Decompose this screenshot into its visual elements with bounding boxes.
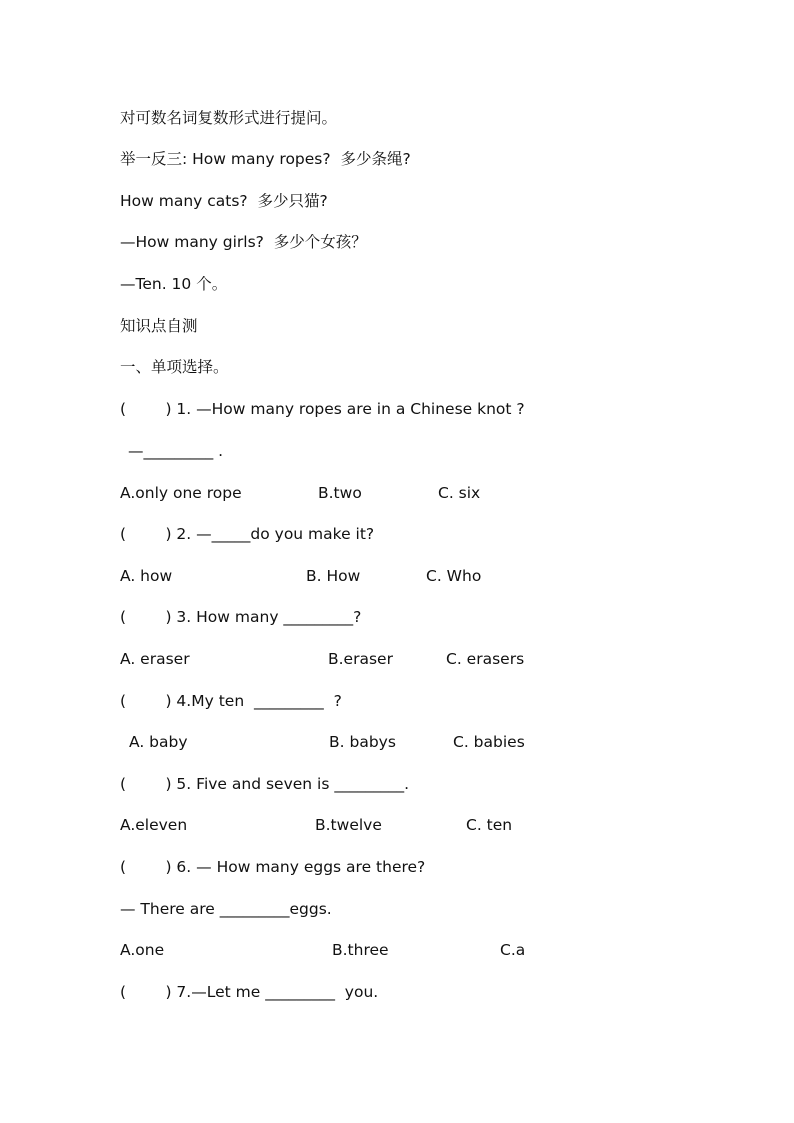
question-3-option-c: C. erasers [446,650,525,668]
question-6-option-c: C.a [500,941,526,959]
question-6-stem: ( ) 6. — How many eggs are there? [120,858,426,876]
question-1-option-c: C. six [438,484,481,502]
question-4-option-b: B. babys [329,733,396,751]
question-1-stem: ( ) 1. —How many ropes are in a Chinese knot ? [120,400,525,418]
question-5-stem: ( ) 5. Five and seven is _________. [120,775,410,793]
intro-line-2: 举一反三: How many ropes? 多少条绳? [120,150,411,168]
question-5-option-c: C. ten [466,816,513,834]
question-1-option-b: B.two [318,484,362,502]
intro-line-3: How many cats? 多少只猫? [120,192,328,210]
question-7-stem: ( ) 7.—Let me _________ you. [120,983,379,1001]
section-subtitle: 一、单项选择。 [120,358,229,376]
question-6-answer-line: — There are _________eggs. [120,900,332,918]
section-title: 知识点自测 [120,317,198,335]
question-2-option-b: B. How [306,567,361,585]
question-3-option-a: A. eraser [120,650,190,668]
question-6-option-b: B.three [332,941,389,959]
question-4-option-c: C. babies [453,733,525,751]
question-3-stem: ( ) 3. How many _________? [120,608,362,626]
question-6-option-a: A.one [120,941,165,959]
question-1-option-a: A.only one rope [120,484,242,502]
question-4-option-a: A. baby [129,733,188,751]
intro-line-4: —How many girls? 多少个女孩？ [120,233,367,251]
intro-line-5: —Ten. 10 个。 [120,275,228,293]
question-2-option-c: C. Who [426,567,482,585]
question-3-option-b: B.eraser [328,650,393,668]
question-5-option-a: A.eleven [120,816,188,834]
question-1-answer-line: —_________ . [128,442,224,460]
question-2-option-a: A. how [120,567,173,585]
question-4-stem: ( ) 4.My ten _________ ? [120,692,342,710]
question-5-option-b: B.twelve [315,816,382,834]
intro-line-1: 对可数名词复数形式进行提问。 [120,109,338,127]
question-2-stem: ( ) 2. —_____do you make it? [120,525,375,543]
